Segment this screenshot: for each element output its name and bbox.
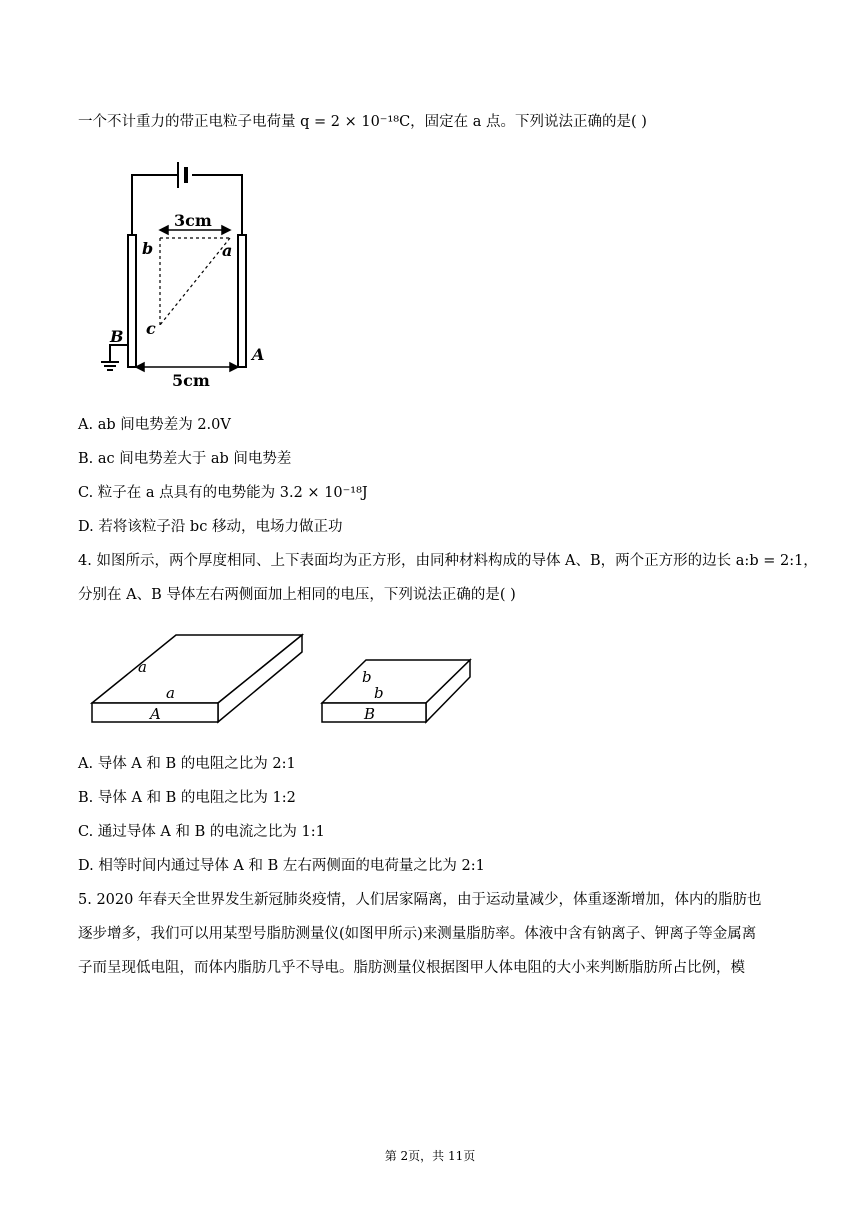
q4-option-d: D. 相等时间内通过导体 A 和 B 左右两侧面的电荷量之比为 2:1 xyxy=(78,858,485,874)
conductor-slabs-figure xyxy=(88,630,488,730)
label-a-side: a xyxy=(138,658,147,676)
q4-option-c: C. 通过导体 A 和 B 的电流之比为 1:1 xyxy=(78,824,325,840)
q3-option-a: A. ab 间电势差为 2.0V xyxy=(78,417,231,433)
q4-option-a: A. 导体 A 和 B 的电阻之比为 2:1 xyxy=(78,756,296,772)
capacitor-figure xyxy=(90,150,290,395)
question-3-stem: 一个不计重力的带正电粒子电荷量 q = 2 × 10⁻¹⁸C，固定在 a 点。下列说法正确的是( ) xyxy=(78,114,647,130)
page-footer: 第 2页，共 11页 xyxy=(384,1149,476,1163)
question-5-line2: 逐步增多，我们可以用某型号脂肪测量仪(如图甲所示)来测量脂肪率。体液中含有钠离子、钾离子等金属离 xyxy=(78,926,757,942)
label-plate-A: A xyxy=(252,345,265,364)
label-a: a xyxy=(222,241,233,260)
q4-option-b: B. 导体 A 和 B 的电阻之比为 1:2 xyxy=(78,790,296,806)
label-a-front: a xyxy=(166,684,175,702)
label-A: A xyxy=(150,705,161,723)
question-5-line3: 子而呈现低电阻，而体内脂肪几乎不导电。脂肪测量仪根据图甲人体电阻的大小来判断脂肪所占比例，模 xyxy=(78,960,745,976)
q3-option-b: B. ac 间电势差大于 ab 间电势差 xyxy=(78,451,292,467)
question-4-stem-line2: 分别在 A、B 导体左右两侧面加上相同的电压，下列说法正确的是( ) xyxy=(78,587,516,603)
label-b: b xyxy=(142,239,154,258)
question-5-line1: 5. 2020 年春天全世界发生新冠肺炎疫情，人们居家隔离，由于运动量减少，体重逐渐增加，体内的脂肪也 xyxy=(78,892,762,908)
label-c: c xyxy=(146,319,156,338)
q3-option-c: C. 粒子在 a 点具有的电势能为 3.2 × 10⁻¹⁸J xyxy=(78,485,368,501)
question-4-stem-line1: 4. 如图所示，两个厚度相同、上下表面均为正方形，由同种材料构成的导体 A、B，两个正方形的边长 a:b = 2:1， xyxy=(78,553,818,569)
label-plate-B: B xyxy=(110,327,124,346)
label-5cm: 5cm xyxy=(172,371,210,390)
q3-option-d: D. 若将该粒子沿 bc 移动，电场力做正功 xyxy=(78,519,343,535)
label-b-front: b xyxy=(374,684,384,702)
label-3cm: 3cm xyxy=(174,211,212,230)
label-B: B xyxy=(364,705,376,723)
label-b-side: b xyxy=(362,668,372,686)
